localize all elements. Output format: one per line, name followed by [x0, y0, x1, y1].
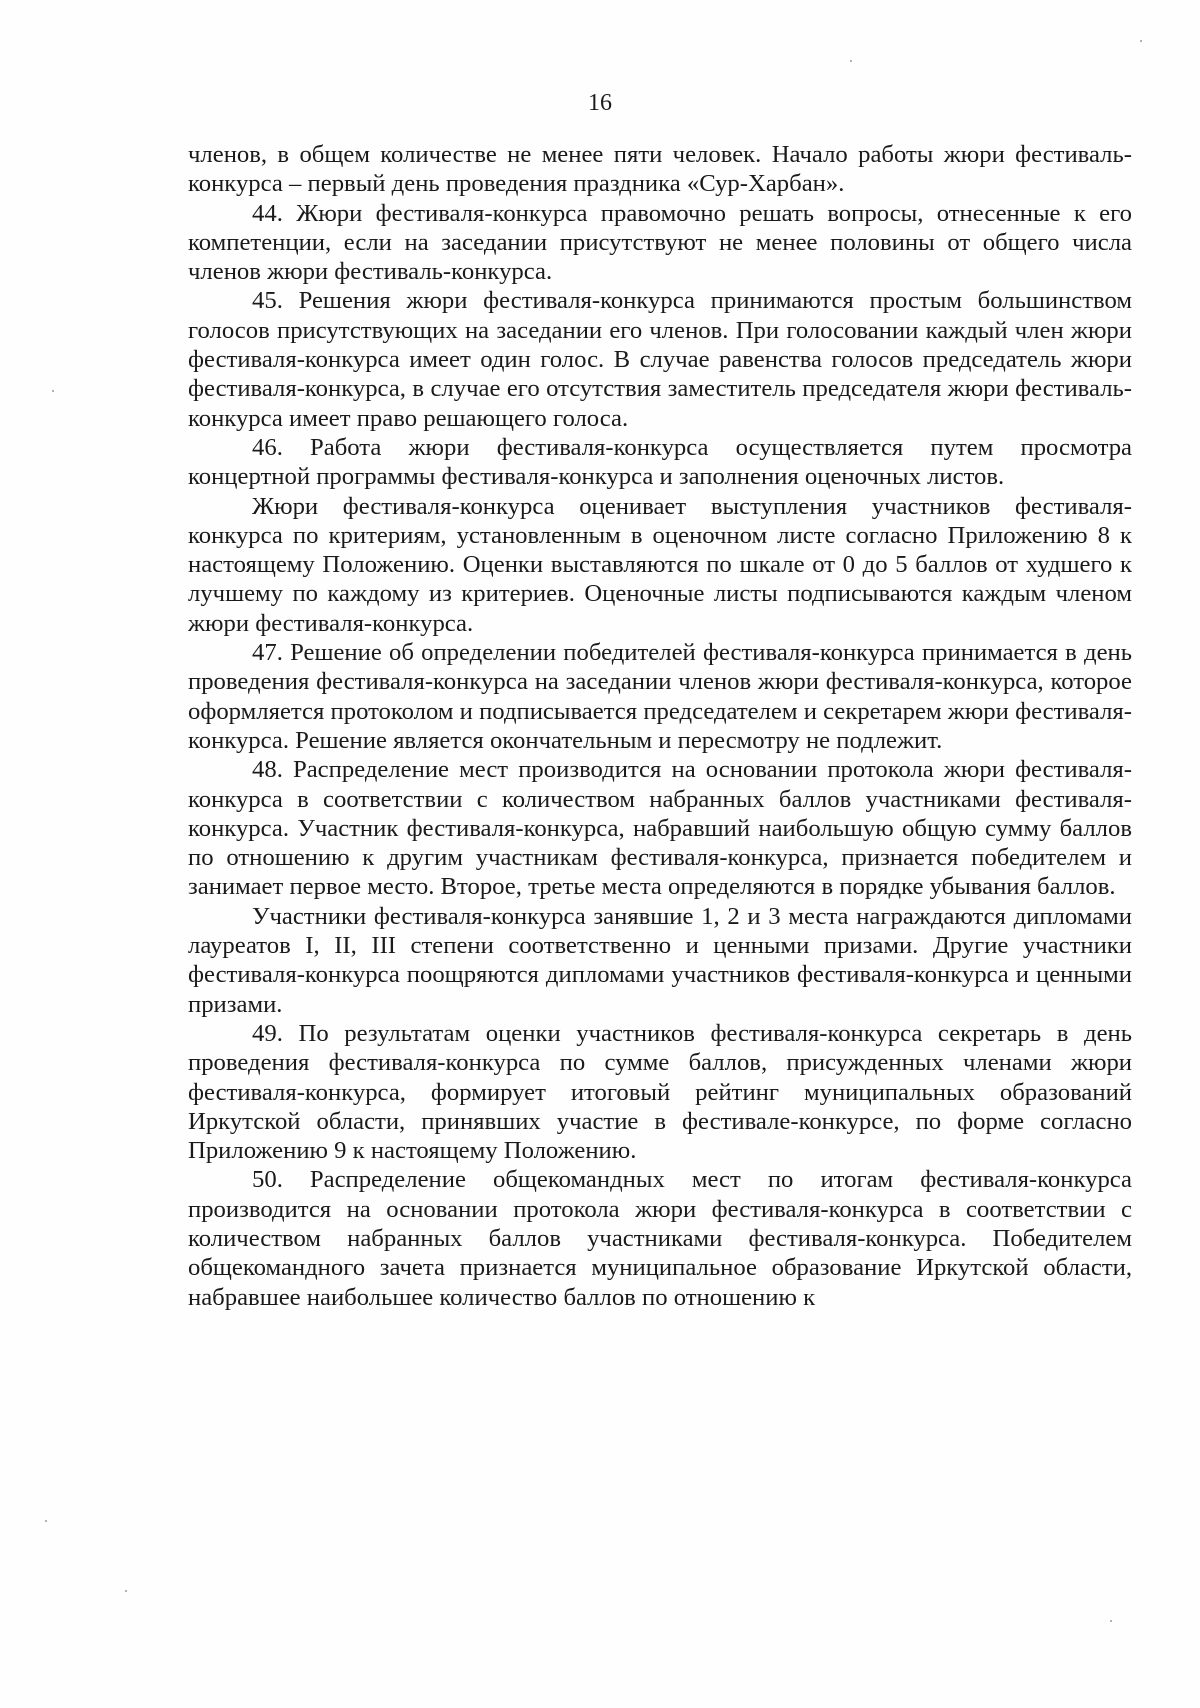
paragraph-48-awards: Участники фестиваля-конкурса занявшие 1, 2 и 3 места награждаются дипломами лауреатов I, II, III степени соответственно и ценными призами. Другие участники фестиваля-конкурса поощряются дипломами участников фестиваля-конкурса и ценными призами. [188, 902, 1132, 1018]
document-body [188, 140, 1132, 1312]
scan-speck [45, 1520, 47, 1522]
paragraph-49: 49. По результатам оценки участников фестиваля-конкурса секретарь в день проведения фестиваля-конкурса по сумме баллов, присужденных членами жюри фестиваля-конкурса, формирует итоговый рейтинг муниципальных образований Иркутской области, принявших участие в фестивале-конкурсе, по форме согласно Приложению 9 к настоящему Положению. [188, 1019, 1132, 1165]
scan-speck [52, 390, 54, 392]
paragraph-47: 47. Решение об определении победителей фестиваля-конкурса принимается в день проведения фестиваля-конкурса на заседании членов жюри фестиваля-конкурса, которое оформляется протоколом и подписывается председателем и секретарем жюри фестиваля-конкурса. Решение является окончательным и пересмотру не подлежит. [188, 639, 1132, 754]
paragraph-46: 46. Работа жюри фестиваля-конкурса осуществляется путем просмотра концертной программы фестиваля-конкурса и заполнения оценочных листов. [188, 433, 1132, 491]
paragraph-45: 45. Решения жюри фестиваля-конкурса принимаются простым большинством голосов присутствующих на заседании его членов. При голосовании каждый член жюри фестиваля-конкурса имеет один голос. В случае равенства голосов председатель жюри фестиваля-конкурса, в случае его отсутствия заместитель председателя жюри фестиваль-конкурса имеет право решающего голоса. [188, 287, 1132, 432]
scan-speck [125, 1590, 127, 1592]
page-number: 16 [588, 90, 612, 116]
paragraph-48: 48. Распределение мест производится на основании протокола жюри фестиваля-конкурса в соответствии с количеством набранных баллов участниками фестиваля-конкурса. Участник фестиваля-конкурса, набравший наибольшую общую сумму баллов по отношению к другим участникам фестиваля-конкурса, признается победителем и занимает первое место. Второе, третье места определяются в порядке убывания баллов. [188, 756, 1132, 901]
scan-speck [1110, 1620, 1112, 1622]
paragraph-44: 44. Жюри фестиваля-конкурса правомочно решать вопросы, отнесенные к его компетенции, если на заседании присутствуют не менее половины от общего числа членов жюри фестиваль-конкурса. [188, 199, 1132, 286]
paragraph-46-evaluation: Жюри фестиваля-конкурса оценивает выступления участников фестиваля-конкурса по критериям, установленным в оценочном листе согласно Приложению 8 к настоящему Положению. Оценки выставляются по шкале от 0 до 5 баллов от худшего к лучшему по каждому из критериев. Оценочные листы подписываются каждым членом жюри фестиваля-конкурса. [188, 492, 1132, 637]
scan-speck [1140, 40, 1142, 42]
paragraph-50: 50. Распределение общекомандных мест по итогам фестиваля-конкурса производится на основании протокола жюри фестиваля-конкурса в соответствии с количеством набранных баллов участниками фестиваля-конкурса. Победителем общекомандного зачета признается муниципальное образование Иркутской области, набравшее наибольшее количество баллов по отношению к [188, 1166, 1132, 1311]
scan-speck [850, 60, 852, 62]
paragraph-continuation: членов, в общем количестве не менее пяти человек. Начало работы жюри фестиваль-конкурса – первый день проведения праздника «Сур-Харбан». [188, 141, 1132, 198]
